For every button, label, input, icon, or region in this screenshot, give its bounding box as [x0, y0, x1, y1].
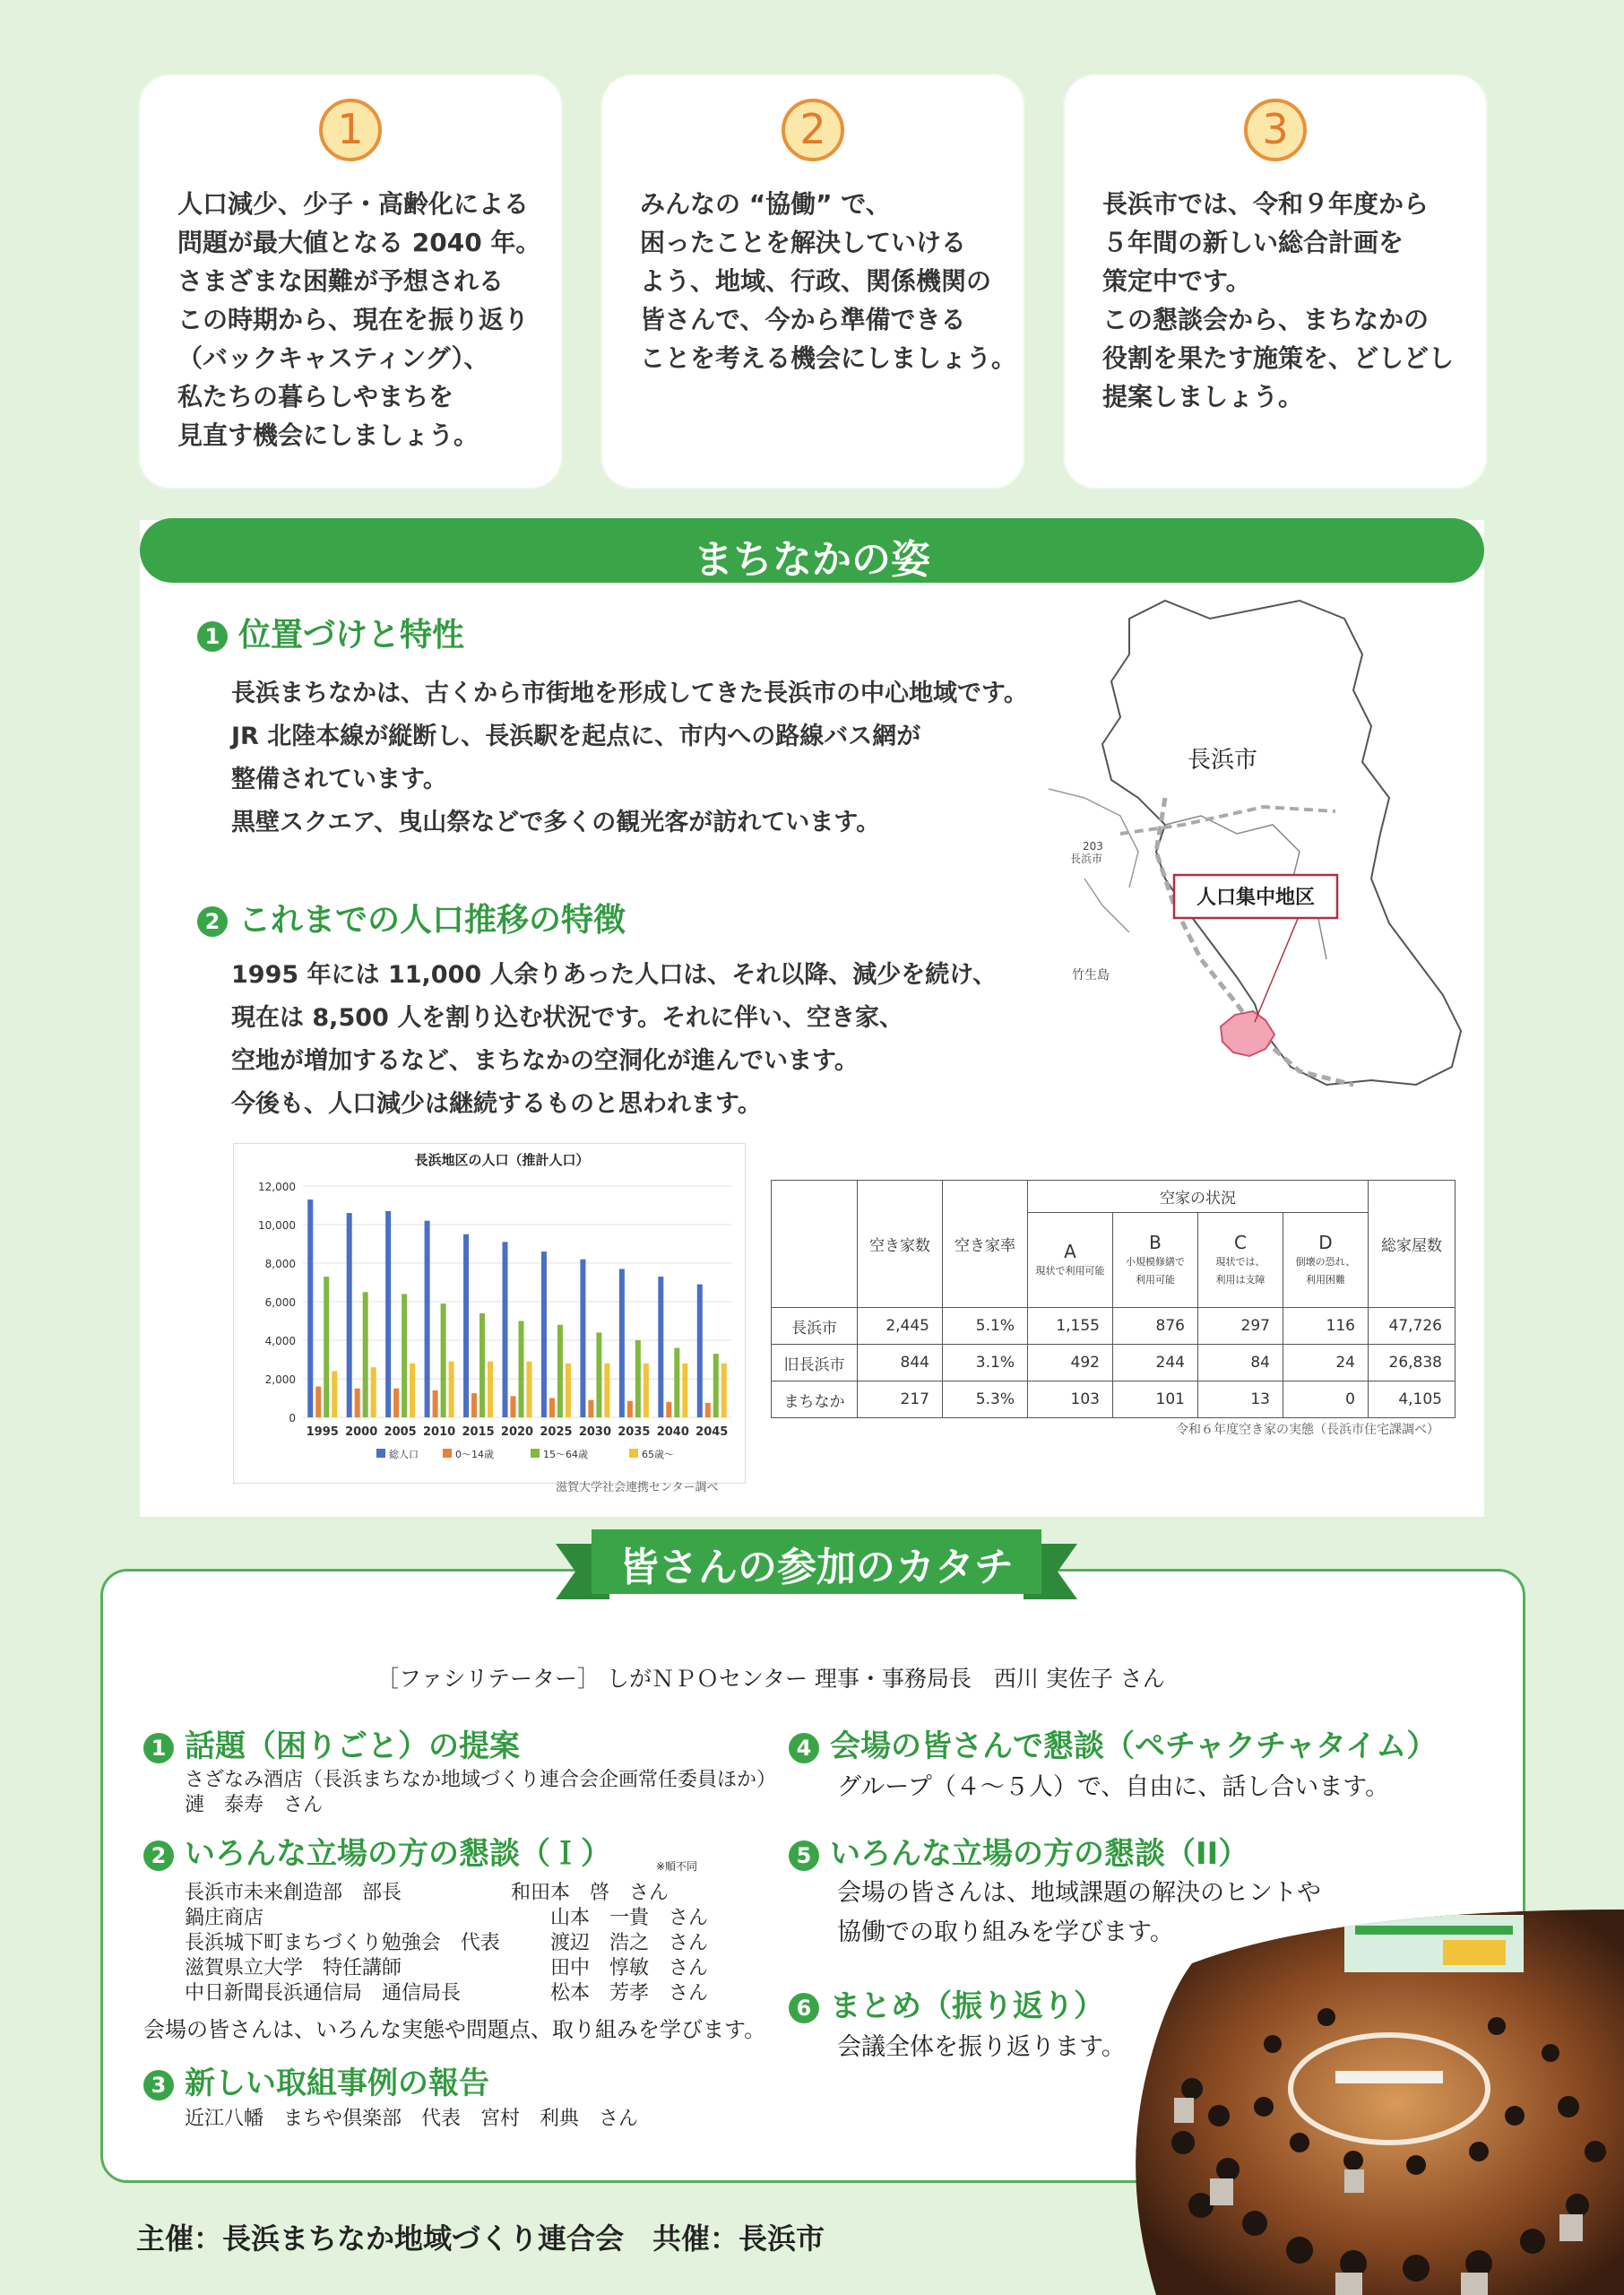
col-rate: 空き家率 [943, 1181, 1028, 1308]
cell: 876 [1113, 1308, 1198, 1345]
para-line: 黒壁スクエア、曳山祭などで多くの観光客が訪れています。 [231, 809, 881, 836]
card-line: 困ったことを解決していける [640, 228, 967, 257]
row-name: まちなか [772, 1381, 858, 1418]
bar-15〜64歳-2025 [557, 1325, 563, 1417]
item-2-footer: 会場の皆さんは、いろんな実態や問題点、取り組みを学びます。 [143, 2017, 766, 2042]
legend-swatch [629, 1449, 638, 1458]
item-title: いろんな立場の方の懇談（II） [830, 1836, 1249, 1872]
chart-source: 滋賀大学社会連携センター調べ [556, 1481, 719, 1494]
cat-desc: 利用は支障 [1215, 1273, 1266, 1286]
item-1-heading [143, 1721, 520, 1765]
bar-総人口-1995 [307, 1199, 313, 1417]
bar-15〜64歳-2045 [713, 1354, 719, 1417]
item-3-heading [143, 2058, 489, 2102]
cell: 4,105 [1369, 1381, 1456, 1418]
card-2 [602, 75, 1024, 488]
x-tick-label: 2030 [578, 1425, 612, 1439]
vacancy-table [771, 1180, 1456, 1418]
card-1 [140, 75, 561, 488]
item-4-heading [789, 1721, 1437, 1765]
cell: 844 [858, 1345, 943, 1381]
card-line: 役割を果たす施策を、どしどし [1102, 343, 1455, 373]
card-line: ５年間の新しい総合計画を [1102, 228, 1404, 257]
cell: 24 [1283, 1345, 1369, 1381]
item-number: 3 [143, 2070, 174, 2100]
cell: 297 [1198, 1308, 1283, 1345]
section3-title: 皆さんの参加のカタチ [619, 1545, 1014, 1590]
card-line: ことを考える機会にしましょう。 [640, 343, 1017, 373]
para-line: 長浜まちなかは、古くから市街地を形成してきた長浜市の中心地域です。 [231, 680, 1028, 707]
x-tick-label: 2040 [656, 1425, 689, 1439]
item-title: 新しい取組事例の報告 [185, 2066, 489, 2101]
cell: 3.1% [943, 1345, 1028, 1381]
card-line: さまざまな困難が予想される [177, 266, 505, 296]
item-title: まとめ（振り返り） [830, 1988, 1104, 2024]
nagahama-map [1031, 583, 1479, 1112]
table-row [772, 1308, 1456, 1345]
card-3 [1065, 75, 1486, 488]
did-label: 人口集中地区 [1196, 887, 1316, 909]
person-name: 和田本 啓 さん [511, 1882, 669, 1904]
cell: 13 [1198, 1381, 1283, 1418]
card-line: 問題が最大値となる 2040 年。 [177, 228, 541, 257]
x-tick-label: 2015 [462, 1425, 495, 1439]
cell: 116 [1283, 1308, 1369, 1345]
item-5-line: 協働での取り組みを学びます。 [837, 1918, 1174, 1946]
card-line: 策定中です。 [1102, 266, 1251, 296]
y-tick-label: 4,000 [264, 1335, 296, 1347]
card-line: この時期から、現在を振り返り [177, 305, 530, 334]
bar-総人口-2010 [425, 1221, 430, 1417]
cat-desc: 利用困難 [1306, 1273, 1345, 1286]
cell: 5.3% [943, 1381, 1028, 1418]
bar-0〜14歳-2025 [549, 1399, 555, 1418]
bar-総人口-2020 [503, 1242, 508, 1417]
heading-text: これまでの人口推移の特徴 [238, 902, 626, 939]
cat-letter: D [1318, 1231, 1333, 1253]
heading-number: 2 [197, 906, 228, 937]
legend-label: 15〜64歳 [543, 1449, 588, 1460]
bar-15〜64歳-2035 [635, 1340, 641, 1417]
chart-title: 長浜地区の人口（推計人口） [414, 1152, 590, 1168]
bar-65歳〜-1995 [332, 1371, 337, 1417]
bar-0〜14歳-2000 [355, 1389, 360, 1417]
cat-desc: 倒壊の恐れ、 [1295, 1255, 1356, 1268]
venue-photo [1120, 1910, 1624, 2295]
bar-65歳〜-2030 [604, 1364, 609, 1417]
heading-population [197, 895, 626, 940]
x-tick-label: 2045 [695, 1425, 729, 1439]
facilitator: ［ファシリテーター］ しがＮＰＯセンター 理事・事務局長 西川 実佐子 さん [376, 1666, 1165, 1692]
item-3-line: 近江八幡 まちや倶楽部 代表 宮村 利典 さん [185, 2108, 639, 2130]
col-total: 総家屋数 [1369, 1181, 1456, 1308]
bar-総人口-2015 [463, 1234, 469, 1417]
para-line: 空地が増加するなど、まちなかの空洞化が進んでいます。 [231, 1047, 859, 1075]
cat-desc: 小規模修繕で [1126, 1255, 1185, 1268]
x-tick-label: 2005 [384, 1425, 417, 1439]
card-number-3: 3 [1244, 99, 1307, 161]
person-name: 山本 一貴 さん [550, 1907, 709, 1929]
section-banner [140, 518, 1484, 583]
card-line: 人口減少、少子・高齢化による [177, 189, 530, 219]
cat-desc: 現状では、 [1215, 1255, 1266, 1268]
item-2-heading [143, 1829, 611, 1873]
card-line: 見直す機会にしましょう。 [177, 420, 479, 450]
population-chart [233, 1143, 746, 1484]
item-1-line: 漣 泰寿 さん [185, 1794, 324, 1816]
bar-総人口-2000 [347, 1213, 352, 1417]
heading-positioning [197, 610, 464, 655]
bar-総人口-2035 [619, 1269, 625, 1417]
legend-swatch [376, 1449, 385, 1458]
cat-letter: C [1234, 1231, 1247, 1253]
bar-15〜64歳-2040 [674, 1348, 679, 1417]
bar-15〜64歳-2005 [402, 1294, 407, 1417]
bar-0〜14歳-2020 [511, 1396, 516, 1417]
bar-15〜64歳-2030 [596, 1332, 601, 1417]
item-title: 会場の皆さんで懇談（ペチャクチャタイム） [830, 1728, 1438, 1764]
table-row [772, 1381, 1456, 1418]
item-5-heading [789, 1829, 1248, 1873]
bar-65歳〜-2015 [488, 1362, 493, 1417]
item-6-heading [789, 1981, 1104, 2025]
col-vacant: 空き家数 [858, 1181, 943, 1308]
legend-swatch [531, 1449, 540, 1458]
card-number-2: 2 [782, 99, 844, 161]
para-line: 1995 年には 11,000 人余りあった人口は、それ以降、減少を続け、 [231, 961, 998, 989]
bar-総人口-2045 [697, 1285, 703, 1417]
cell: 103 [1028, 1381, 1113, 1418]
bar-65歳〜-2045 [721, 1364, 727, 1417]
card-text-1 [177, 185, 554, 455]
bar-65歳〜-2035 [644, 1364, 649, 1417]
col-d [1283, 1213, 1369, 1308]
cell: 101 [1113, 1381, 1198, 1418]
cell: 1,155 [1028, 1308, 1113, 1345]
item-number: 2 [143, 1840, 174, 1871]
bar-15〜64歳-2010 [441, 1303, 446, 1417]
group-header: 空家の状況 [1028, 1181, 1369, 1213]
col-c [1198, 1213, 1283, 1308]
col-b [1113, 1213, 1198, 1308]
y-tick-label: 12,000 [258, 1181, 296, 1193]
bar-15〜64歳-2000 [363, 1292, 368, 1417]
bar-0〜14歳-2030 [588, 1400, 593, 1417]
bar-0〜14歳-2005 [393, 1389, 399, 1417]
bar-65歳〜-2000 [371, 1367, 376, 1417]
bar-0〜14歳-2045 [705, 1403, 711, 1417]
legend-swatch [443, 1449, 452, 1458]
card-line: 長浜市では、令和９年度から [1102, 189, 1430, 219]
legend-label: 総人口 [389, 1449, 419, 1460]
bar-総人口-2040 [658, 1277, 663, 1417]
person-org: 鍋庄商店 [185, 1907, 264, 1929]
cell: 217 [858, 1381, 943, 1418]
bar-0〜14歳-2015 [471, 1393, 477, 1417]
bar-0〜14歳-1995 [315, 1387, 321, 1417]
person-org: 長浜市未来創造部 部長 [185, 1882, 402, 1904]
bar-0〜14歳-2035 [627, 1401, 633, 1417]
cell: 492 [1028, 1345, 1113, 1381]
cell: 2,445 [858, 1308, 943, 1345]
x-tick-label: 2000 [345, 1425, 378, 1439]
x-tick-label: 2010 [422, 1425, 456, 1439]
item-title: いろんな立場の方の懇談（Ｉ） [185, 1836, 611, 1872]
y-tick-label: 8,000 [264, 1258, 296, 1270]
bar-総人口-2005 [385, 1211, 391, 1417]
cell: 84 [1198, 1345, 1283, 1381]
route-number: 203 [1083, 840, 1103, 853]
bar-65歳〜-2005 [410, 1364, 415, 1417]
organizer-footer: 主催：長浜まちなか地域づくり連合会 共催：長浜市 [136, 2221, 825, 2256]
positioning-paragraph [231, 672, 1028, 844]
y-tick-label: 6,000 [264, 1296, 296, 1309]
bar-0〜14歳-2040 [666, 1402, 671, 1417]
cat-desc: 利用可能 [1136, 1273, 1175, 1286]
cell: 47,726 [1369, 1308, 1456, 1345]
y-tick-label: 10,000 [258, 1219, 296, 1232]
legend-label: 0〜14歳 [455, 1449, 494, 1460]
para-line: 今後も、人口減少は継続するものと思われます。 [231, 1090, 762, 1118]
item-number: 1 [143, 1733, 174, 1763]
item-number: 5 [789, 1840, 819, 1871]
person-org: 中日新聞長浜通信局 通信局長 [185, 1982, 462, 2005]
row-name: 旧長浜市 [772, 1345, 858, 1381]
person-org: 滋賀県立大学 特任講師 [185, 1957, 402, 1979]
bar-65歳〜-2040 [682, 1364, 687, 1417]
card-line: 提案しましょう。 [1102, 382, 1304, 411]
item-5-line: 会場の皆さんは、地域課題の解決のヒントや [837, 1879, 1321, 1907]
bar-総人口-2025 [541, 1251, 547, 1417]
y-tick-label: 0 [289, 1412, 296, 1425]
bar-15〜64歳-2020 [519, 1321, 524, 1418]
card-text-3 [1102, 185, 1479, 416]
card-line: 皆さんで、今から準備できる [640, 305, 966, 334]
cell: 5.1% [943, 1308, 1028, 1345]
bar-15〜64歳-1995 [324, 1277, 329, 1417]
card-line: 私たちの暮らしやまちを [177, 382, 454, 411]
heading-text: 位置づけと特性 [238, 617, 465, 654]
cat-desc: 現状で利用可能 [1035, 1264, 1105, 1277]
bar-総人口-2030 [580, 1260, 585, 1417]
person-name: 田中 惇敏 さん [550, 1957, 709, 1979]
route-city: 長浜市 [1070, 853, 1103, 865]
cell: 0 [1283, 1381, 1369, 1418]
card-line: この懇談会から、まちなかの [1102, 305, 1430, 334]
bar-0〜14歳-2010 [433, 1390, 438, 1417]
item-1-line: さざなみ酒店（長浜まちなか地域づくり連合会企画常任委員ほか） [185, 1769, 777, 1791]
y-tick-label: 2,000 [264, 1373, 296, 1386]
order-note: ※順不同 [656, 1860, 698, 1873]
x-tick-label: 2035 [618, 1425, 651, 1439]
col-a [1028, 1213, 1113, 1308]
island-label: 竹生島 [1072, 968, 1110, 983]
item-6-line: 会議全体を振り返ります。 [837, 2033, 1126, 2061]
x-tick-label: 2020 [500, 1425, 534, 1439]
table-source: 令和６年度空き家の実態（長浜市住宅課調べ） [1176, 1423, 1439, 1437]
bar-65歳〜-2020 [527, 1362, 532, 1417]
x-tick-label: 2025 [540, 1425, 573, 1439]
para-line: 整備されています。 [231, 766, 447, 793]
item-4-line: グループ（４〜５人）で、自由に、話し合います。 [837, 1773, 1390, 1801]
x-tick-label: 1995 [306, 1425, 339, 1439]
cat-letter: B [1149, 1231, 1162, 1253]
bar-65歳〜-2025 [566, 1364, 571, 1417]
legend-label: 65歳〜 [642, 1449, 674, 1460]
bar-15〜64歳-2015 [479, 1313, 485, 1417]
person-name: 渡辺 浩之 さん [550, 1932, 709, 1954]
cell: 244 [1113, 1345, 1198, 1381]
city-label: 長浜市 [1187, 747, 1258, 774]
row-name: 長浜市 [772, 1308, 858, 1345]
table-corner [772, 1181, 858, 1308]
person-org: 長浜城下町まちづくり勉強会 代表 [185, 1932, 500, 1954]
cat-letter: A [1064, 1240, 1076, 1262]
card-line: みんなの “協働” で、 [640, 189, 891, 219]
card-line: よう、地域、行政、関係機関の [640, 266, 992, 296]
para-line: 現在は 8,500 人を割り込む状況です。それに伴い、空き家、 [231, 1004, 904, 1032]
card-number-1: 1 [319, 99, 382, 161]
item-number: 4 [789, 1733, 819, 1763]
population-paragraph [231, 954, 997, 1126]
person-name: 松本 芳孝 さん [550, 1982, 709, 2005]
section-title: まちなかの姿 [694, 537, 930, 583]
table-row [772, 1345, 1456, 1381]
para-line: JR 北陸本線が縦断し、長浜駅を起点に、市内への路線バス網が [231, 723, 921, 750]
card-text-2 [640, 185, 1016, 377]
card-line: （バックキャスティング）、 [177, 343, 489, 373]
item-number: 6 [789, 1993, 819, 2023]
heading-number: 1 [197, 621, 228, 652]
cell: 26,838 [1369, 1345, 1456, 1381]
bar-65歳〜-2010 [449, 1362, 454, 1417]
item-title: 話題（困りごと）の提案 [185, 1728, 520, 1764]
